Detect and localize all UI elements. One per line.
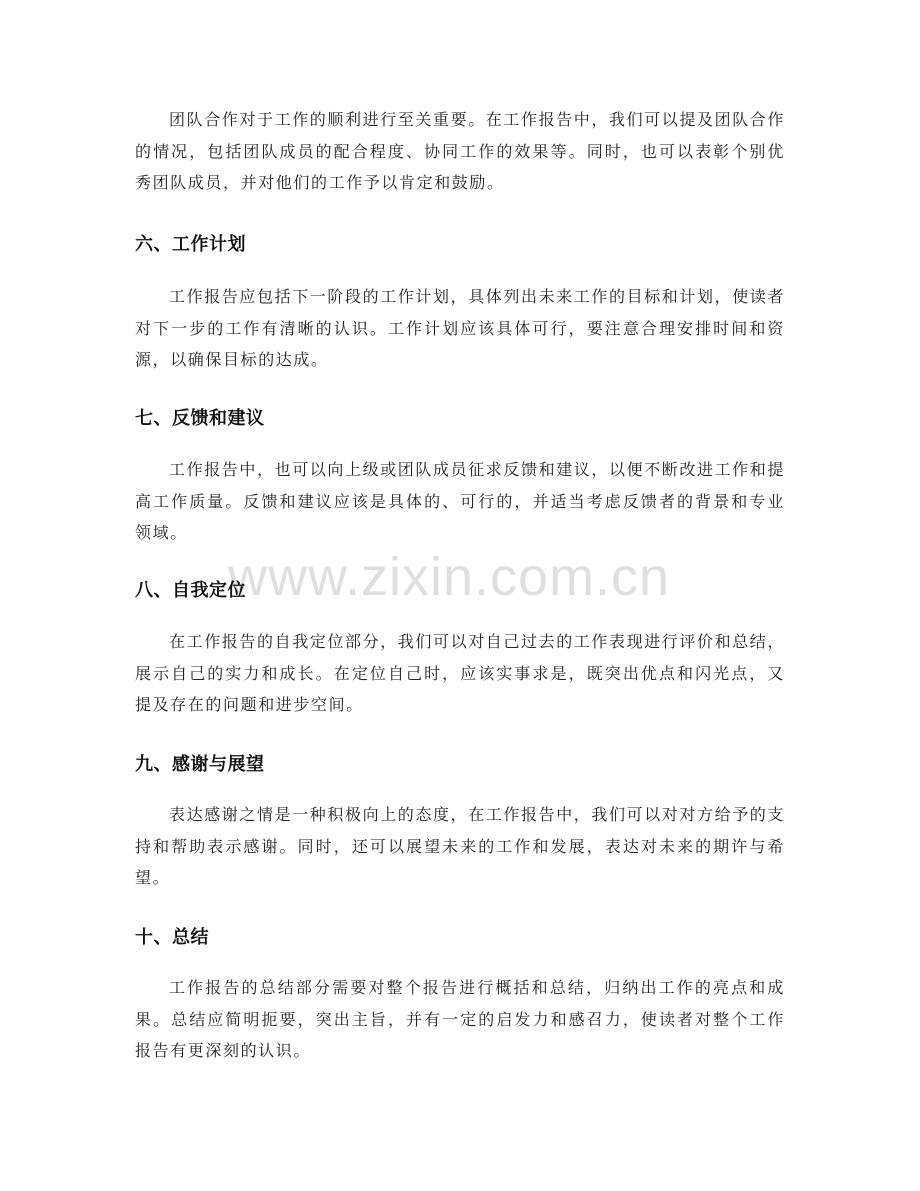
section-heading-summary: 十、总结: [135, 927, 209, 948]
section-body-thanks-outlook: 表达感谢之情是一种积极向上的态度，在工作报告中，我们可以对对方给予的支持和帮助表示感谢。同时，还可以展望未来的工作和发展，表达对未来的期许与希望。: [135, 805, 786, 887]
section-body-self-positioning: 在工作报告的自我定位部分，我们可以对自己过去的工作表现进行评价和总结，展示自己的实力和成长。在定位自己时，应该实事求是，既突出优点和闪光点，又提及存在的问题和进步空间。: [135, 632, 786, 714]
watermark-text: www.zixin.com.cn: [228, 547, 671, 607]
section-heading-work-plan: 六、工作计划: [135, 234, 246, 255]
section-heading-feedback: 七、反馈和建议: [135, 408, 265, 429]
section-heading-thanks-outlook: 九、感谢与展望: [135, 754, 265, 775]
section-body-feedback: 工作报告中，也可以向上级或团队成员征求反馈和建议，以便不断改进工作和提高工作质量。反馈和建议应该是具体的、可行的，并适当考虑反馈者的背景和专业领域。: [135, 460, 786, 542]
section-heading-self-positioning: 八、自我定位: [135, 580, 246, 601]
section-body-summary: 工作报告的总结部分需要对整个报告进行概括和总结，归纳出工作的亮点和成果。总结应简明扼要，突出主旨，并有一定的启发力和感召力，使读者对整个工作报告有更深刻的认识。: [135, 978, 785, 1060]
intro-paragraph: 团队合作对于工作的顺利进行至关重要。在工作报告中，我们可以提及团队合作的情况，包括团队成员的配合程度、协同工作的效果等。同时，也可以表彰个别优秀团队成员，并对他们的工作予以肯定和鼓励。: [135, 110, 786, 192]
section-body-work-plan: 工作报告应包括下一阶段的工作计划，具体列出未来工作的目标和计划，使读者对下一步的工作有清晰的认识。工作计划应该具体可行，要注意合理安排时间和资源，以确保目标的达成。: [135, 287, 786, 369]
